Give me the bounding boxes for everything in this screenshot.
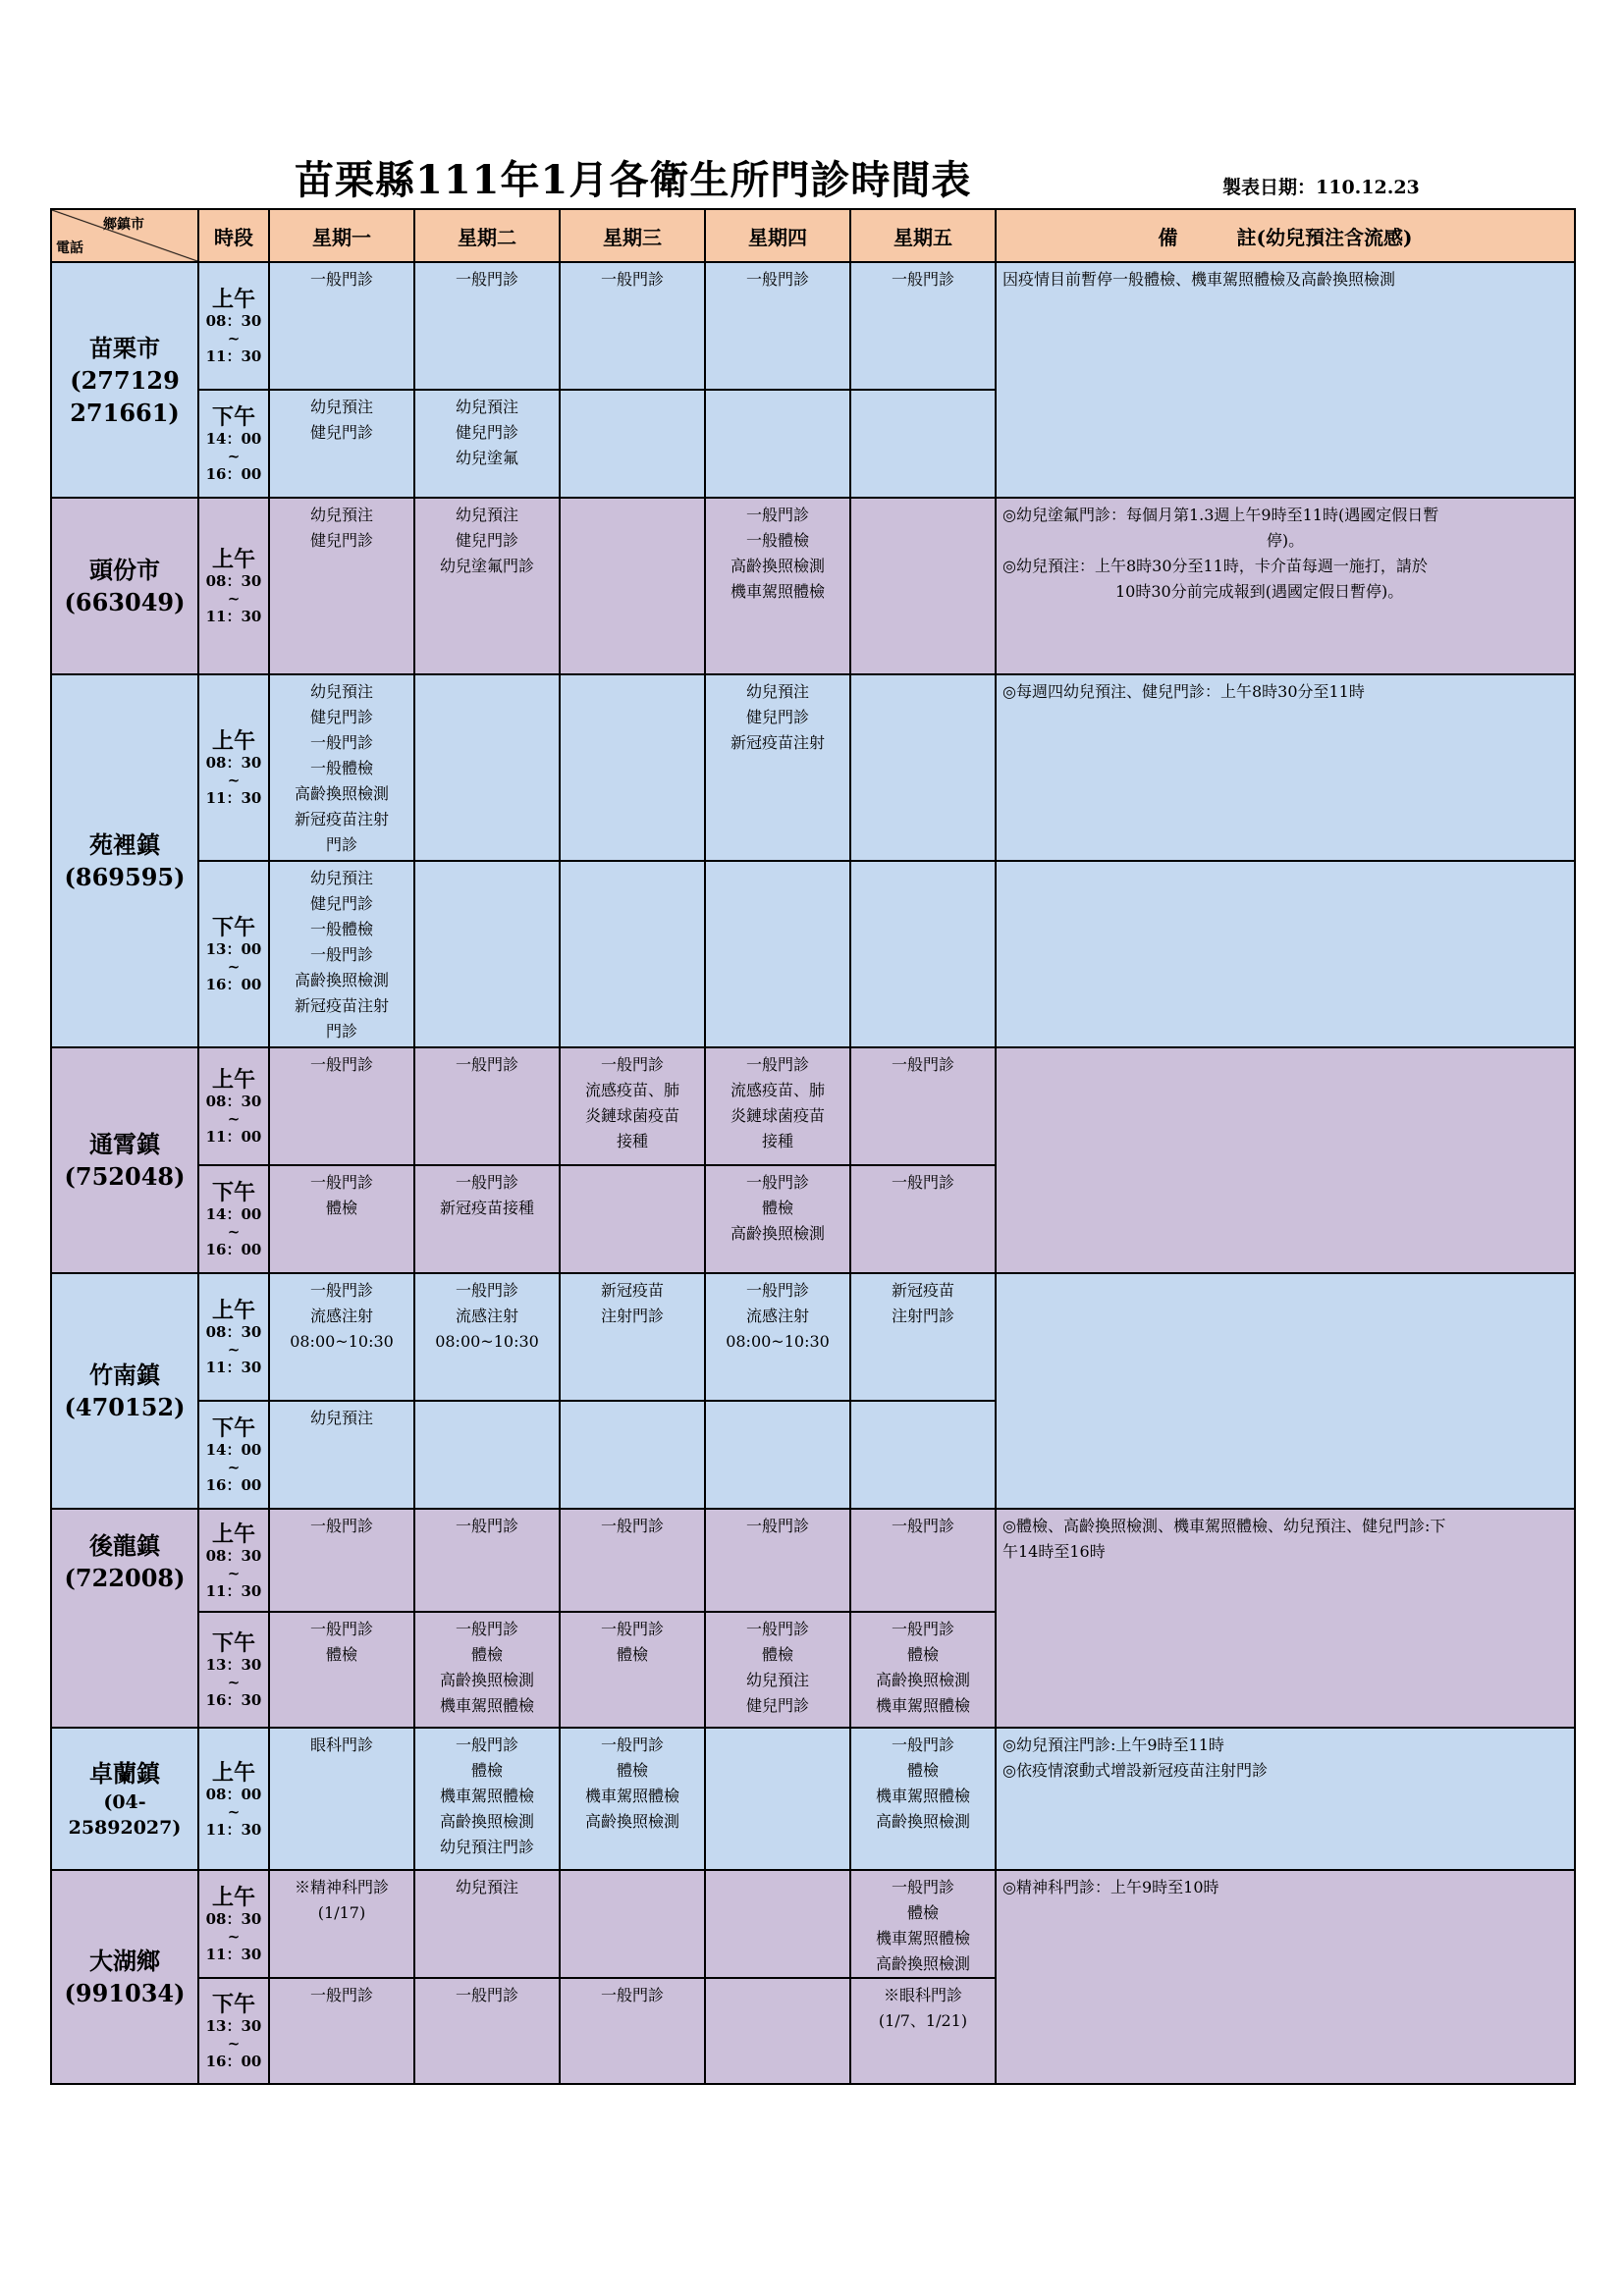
corner-town-label: 鄉鎮市 xyxy=(103,217,144,233)
cell-thu xyxy=(705,390,850,498)
cell-line: 一般門診 xyxy=(309,1281,373,1300)
cell-mon xyxy=(269,262,414,390)
cell-wed xyxy=(560,1273,705,1401)
cell-line: 一般門診 xyxy=(891,1173,954,1192)
cell-line: 體檢 xyxy=(906,1761,939,1780)
cell-line: 一般門診 xyxy=(309,270,373,289)
cell-line: 門診 xyxy=(325,1022,357,1041)
cell-tue xyxy=(414,1612,560,1728)
cell-line: 機車駕照體檢 xyxy=(439,1696,534,1715)
cell-tue xyxy=(414,390,560,498)
cell-line: 接種 xyxy=(616,1132,648,1150)
note-cell xyxy=(996,1870,1575,2084)
cell-fri xyxy=(850,674,996,861)
cell-line: 一般門診 xyxy=(455,1055,518,1074)
cell-wed xyxy=(560,1401,705,1509)
cell-mon xyxy=(269,390,414,498)
cell-mon xyxy=(269,861,414,1047)
cell-line: 一般門診 xyxy=(891,1735,954,1754)
cell-line: 一般體檢 xyxy=(745,531,809,550)
cell-line: 體檢 xyxy=(325,1645,357,1664)
note-cell: ◎幼兒塗氟門診：每個月第1.3週上午9時至11時(遇國定假日暫 停)。 ◎幼兒預注：上午8時30分至11時，卡介苗每週一施打，請於 10時30分前完成報到(遇國定假日暫停)。 xyxy=(996,498,1575,674)
cell-line: 高齡換照檢測 xyxy=(439,1812,534,1831)
cell-fri xyxy=(850,1401,996,1509)
cell-tue xyxy=(414,1509,560,1612)
cell-line: 幼兒預注 xyxy=(309,1409,373,1427)
cell-line: 一般門診 xyxy=(309,1986,373,2004)
cell-wed xyxy=(560,1047,705,1165)
header-wed: 星期三 xyxy=(560,209,705,262)
cell-mon xyxy=(269,1509,414,1612)
cell-line: 一般門診 xyxy=(455,1517,518,1535)
corner-phone-label: 電話 xyxy=(56,240,83,256)
note-cell xyxy=(996,1047,1575,1273)
cell-line: ※眼科門診 xyxy=(883,1986,962,2004)
period-am: 上午 08：30 ~ 11：30 xyxy=(198,498,269,674)
table-row xyxy=(51,1273,1575,1401)
cell-line: 一般門診 xyxy=(455,1281,518,1300)
header-mon: 星期一 xyxy=(269,209,414,262)
cell-line: 健兒門診 xyxy=(309,423,373,442)
cell-line: 機車駕照體檢 xyxy=(439,1787,534,1805)
cell-line: 一般門診 xyxy=(600,1735,664,1754)
cell-line: ◎精神科門診：上午9時至10時 xyxy=(1002,1878,1219,1896)
period-am: 上午 08：30 ~ 11：30 xyxy=(198,262,269,390)
cell-fri xyxy=(850,1978,996,2084)
cell-line: 健兒門診 xyxy=(309,531,373,550)
note-cell xyxy=(996,1273,1575,1509)
period-pm: 下午 14：00 ~ 16：00 xyxy=(198,1401,269,1509)
cell-tue xyxy=(414,1401,560,1509)
header-thu: 星期四 xyxy=(705,209,850,262)
town-zhuolan: 卓蘭鎮 (04-25892027) xyxy=(51,1728,198,1870)
header-note: 備 註(幼兒預注含流感) xyxy=(996,209,1575,262)
table-row xyxy=(51,674,1575,861)
cell-tue xyxy=(414,262,560,390)
cell-line: 體檢 xyxy=(906,1645,939,1664)
cell-line: 健兒門診 xyxy=(455,423,518,442)
cell-line: 高齡換照檢測 xyxy=(294,784,389,803)
cell-thu xyxy=(705,1612,850,1728)
cell-line: 健兒門診 xyxy=(745,708,809,726)
note-cell xyxy=(996,861,1575,1047)
cell-tue xyxy=(414,1978,560,2084)
cell-wed xyxy=(560,1728,705,1870)
period-am: 上午 08：30 ~ 11：30 xyxy=(198,674,269,861)
cell-line: 高齡換照檢測 xyxy=(584,1812,679,1831)
cell-fri xyxy=(850,1728,996,1870)
cell-line: 新冠疫苗注射 xyxy=(294,810,389,828)
cell-thu xyxy=(705,1509,850,1612)
header-row xyxy=(51,209,1575,262)
period-pm: 下午 14：00 ~ 16：00 xyxy=(198,390,269,498)
cell-line: 一般門診 xyxy=(309,733,373,752)
cell-line: 一般門診 xyxy=(745,1173,809,1192)
cell-line: 一般門診 xyxy=(745,1281,809,1300)
cell-line: 流感疫苗、肺 xyxy=(584,1081,679,1099)
cell-tue xyxy=(414,674,560,861)
cell-line: 一般門診 xyxy=(745,1620,809,1638)
cell-line: 一般體檢 xyxy=(309,920,373,938)
cell-line: 幼兒預注 xyxy=(309,398,373,416)
cell-line: 新冠疫苗接種 xyxy=(439,1199,534,1217)
cell-fri xyxy=(850,1047,996,1165)
town-dahu: 大湖鄉 (991034) xyxy=(51,1870,198,2084)
period-am: 上午 08：30 ~ 11：30 xyxy=(198,1509,269,1612)
cell-tue xyxy=(414,1047,560,1165)
cell-line: 門診 xyxy=(325,835,357,854)
cell-mon xyxy=(269,1047,414,1165)
cell-wed xyxy=(560,1165,705,1273)
header-fri: 星期五 xyxy=(850,209,996,262)
cell-thu xyxy=(705,1978,850,2084)
cell-line: 高齡換照檢測 xyxy=(875,1812,970,1831)
cell-line: 注射門診 xyxy=(600,1307,664,1325)
cell-line: 幼兒預注 xyxy=(309,869,373,887)
cell-line: 炎鏈球菌疫苗 xyxy=(584,1106,679,1125)
cell-line: 一般門診 xyxy=(891,270,954,289)
cell-mon xyxy=(269,498,414,674)
cell-thu xyxy=(705,1165,850,1273)
cell-thu xyxy=(705,1728,850,1870)
cell-tue xyxy=(414,1165,560,1273)
cell-line: 高齡換照檢測 xyxy=(875,1671,970,1689)
period-pm: 下午 13：30 ~ 16：00 xyxy=(198,1978,269,2084)
cell-line: 幼兒塗氟 xyxy=(455,449,518,467)
cell-line: 一般門診 xyxy=(745,1517,809,1535)
cell-thu xyxy=(705,498,850,674)
town-yuanli: 苑裡鎮 (869595) xyxy=(51,674,198,1047)
cell-line: 一般門診 xyxy=(745,270,809,289)
cell-wed xyxy=(560,390,705,498)
cell-mon xyxy=(269,1978,414,2084)
cell-line: 一般門診 xyxy=(600,1517,664,1535)
period-pm: 下午 13：30 ~ 16：30 xyxy=(198,1612,269,1728)
cell-line: 注射門診 xyxy=(891,1307,954,1325)
cell-line: (1/17) xyxy=(317,1903,366,1922)
cell-line: 流感注射 xyxy=(455,1307,518,1325)
cell-line: 體檢 xyxy=(761,1645,793,1664)
period-am: 上午 08：30 ~ 11：30 xyxy=(198,1273,269,1401)
cell-mon xyxy=(269,1728,414,1870)
cell-line: 幼兒預注門診 xyxy=(439,1838,534,1856)
cell-line: 一般門診 xyxy=(309,1173,373,1192)
cell-line: 接種 xyxy=(761,1132,793,1150)
cell-line: 幼兒預注 xyxy=(455,398,518,416)
cell-line: 新冠疫苗 xyxy=(600,1281,664,1300)
cell-line: 體檢 xyxy=(761,1199,793,1217)
cell-line: ◎每週四幼兒預注、健兒門診：上午8時30分至11時 xyxy=(1002,682,1365,701)
cell-line: 體檢 xyxy=(616,1645,648,1664)
town-zhunan: 竹南鎮 (470152) xyxy=(51,1273,198,1509)
cell-fri xyxy=(850,1612,996,1728)
table-row xyxy=(51,1728,1575,1870)
cell-line: 幼兒預注 xyxy=(309,506,373,524)
cell-line: 一般門診 xyxy=(745,1055,809,1074)
cell-line: 機車駕照體檢 xyxy=(875,1929,970,1948)
cell-tue xyxy=(414,1870,560,1978)
period-am: 上午 08：00 ~ 11：30 xyxy=(198,1728,269,1870)
cell-line: 健兒門診 xyxy=(309,894,373,913)
table-row xyxy=(51,1870,1575,1978)
cell-line: 一般體檢 xyxy=(309,759,373,777)
cell-line: 體檢 xyxy=(470,1761,503,1780)
cell-wed xyxy=(560,1509,705,1612)
cell-wed xyxy=(560,262,705,390)
cell-fri xyxy=(850,1870,996,1978)
cell-line: 幼兒預注 xyxy=(455,1878,518,1896)
cell-line: 高齡換照檢測 xyxy=(875,1954,970,1973)
cell-line: 高齡換照檢測 xyxy=(730,557,825,575)
note-cell xyxy=(996,262,1575,498)
cell-line: 健兒門診 xyxy=(455,531,518,550)
cell-line: 一般門診 xyxy=(600,1055,664,1074)
cell-line: 流感疫苗、肺 xyxy=(730,1081,825,1099)
cell-thu xyxy=(705,1401,850,1509)
cell-line: 體檢 xyxy=(616,1761,648,1780)
cell-line: 幼兒預注 xyxy=(745,1671,809,1689)
cell-line: 一般門診 xyxy=(745,506,809,524)
cell-line: 一般門診 xyxy=(455,1735,518,1754)
cell-line: 炎鏈球菌疫苗 xyxy=(730,1106,825,1125)
cell-thu xyxy=(705,861,850,1047)
cell-mon xyxy=(269,1870,414,1978)
cell-wed xyxy=(560,861,705,1047)
table-row xyxy=(51,861,1575,1047)
town-houlong: 後龍鎮 (722008) xyxy=(51,1509,198,1728)
cell-line: 機車駕照體檢 xyxy=(730,582,825,601)
cell-thu xyxy=(705,1047,850,1165)
cell-line: 一般門診 xyxy=(455,1173,518,1192)
cell-line: 08:00~10:30 xyxy=(435,1332,539,1351)
cell-line: 幼兒預注 xyxy=(309,682,373,701)
note-cell xyxy=(996,674,1575,861)
cell-mon xyxy=(269,1612,414,1728)
cell-line: 一般門診 xyxy=(600,1986,664,2004)
cell-mon xyxy=(269,674,414,861)
cell-line: 08:00~10:30 xyxy=(726,1332,830,1351)
cell-line: 一般門診 xyxy=(309,945,373,964)
cell-thu xyxy=(705,1870,850,1978)
note-cell: ◎體檢、高齡換照檢測、機車駕照體檢、幼兒預注、健兒門診:下 午14時至16時 xyxy=(996,1509,1575,1728)
cell-line: ◎幼兒預注門診:上午9時至11時 xyxy=(1002,1735,1224,1754)
cell-line: 機車駕照體檢 xyxy=(875,1696,970,1715)
table-row xyxy=(51,498,1575,674)
cell-tue xyxy=(414,498,560,674)
cell-tue xyxy=(414,861,560,1047)
cell-mon xyxy=(269,1273,414,1401)
cell-line: 幼兒預注 xyxy=(455,506,518,524)
cell-line: 一般門診 xyxy=(600,270,664,289)
cell-line: 一般門診 xyxy=(455,1986,518,2004)
clinic-schedule-table xyxy=(50,208,1576,2085)
page-title: 苗栗縣111年1月各衛生所門診時間表 xyxy=(295,157,972,203)
corner-header xyxy=(51,209,198,262)
cell-line: 一般門診 xyxy=(455,270,518,289)
cell-thu xyxy=(705,674,850,861)
cell-line: 一般門診 xyxy=(455,1620,518,1638)
cell-line: 一般門診 xyxy=(891,1055,954,1074)
cell-line: 一般門診 xyxy=(309,1517,373,1535)
cell-thu xyxy=(705,262,850,390)
cell-line: 一般門診 xyxy=(891,1878,954,1896)
cell-wed xyxy=(560,674,705,861)
cell-line: ◎依疫情滾動式增設新冠疫苗注射門診 xyxy=(1002,1761,1268,1780)
cell-fri xyxy=(850,861,996,1047)
cell-line: 高齡換照檢測 xyxy=(439,1671,534,1689)
cell-line: 體檢 xyxy=(906,1903,939,1922)
cell-line: 一般門診 xyxy=(600,1620,664,1638)
note-cell xyxy=(996,1728,1575,1870)
table-row xyxy=(51,1509,1575,1612)
cell-line: 幼兒塗氟門診 xyxy=(439,557,534,575)
cell-fri xyxy=(850,390,996,498)
period-am: 上午 08：30 ~ 11：00 xyxy=(198,1047,269,1165)
cell-mon xyxy=(269,1401,414,1509)
cell-mon xyxy=(269,1165,414,1273)
cell-line: 體檢 xyxy=(470,1645,503,1664)
cell-line: 健兒門診 xyxy=(309,708,373,726)
cell-line: 流感注射 xyxy=(309,1307,373,1325)
cell-fri xyxy=(850,498,996,674)
cell-line: 體檢 xyxy=(325,1199,357,1217)
cell-fri xyxy=(850,1509,996,1612)
table-row xyxy=(51,262,1575,390)
town-toufen: 頭份市 (663049) xyxy=(51,498,198,674)
cell-fri xyxy=(850,1165,996,1273)
cell-line: 機車駕照體檢 xyxy=(875,1787,970,1805)
cell-line: 新冠疫苗注射 xyxy=(730,733,825,752)
period-pm: 下午 13：00 ~ 16：00 xyxy=(198,861,269,1047)
cell-line: 機車駕照體檢 xyxy=(584,1787,679,1805)
cell-fri xyxy=(850,262,996,390)
table-row xyxy=(51,1047,1575,1165)
cell-line: ※精神科門診 xyxy=(294,1878,389,1896)
cell-wed xyxy=(560,1978,705,2084)
cell-line: 因疫情目前暫停一般體檢、機車駕照體檢及高齡換照檢測 xyxy=(1002,270,1396,289)
cell-wed xyxy=(560,498,705,674)
cell-tue xyxy=(414,1728,560,1870)
cell-thu xyxy=(705,1273,850,1401)
cell-wed xyxy=(560,1870,705,1978)
cell-line: 健兒門診 xyxy=(745,1696,809,1715)
town-tongxiao: 通霄鎮 (752048) xyxy=(51,1047,198,1273)
cell-line: 高齡換照檢測 xyxy=(294,971,389,989)
cell-line: 新冠疫苗 xyxy=(891,1281,954,1300)
cell-line: 08:00~10:30 xyxy=(290,1332,394,1351)
cell-line: (1/7、1/21) xyxy=(878,2011,968,2030)
cell-line: 幼兒預注 xyxy=(745,682,809,701)
period-am: 上午 08：30 ~ 11：30 xyxy=(198,1870,269,1978)
cell-line: 一般門診 xyxy=(891,1517,954,1535)
cell-line: 新冠疫苗注射 xyxy=(294,996,389,1015)
cell-line: 一般門診 xyxy=(309,1620,373,1638)
cell-fri xyxy=(850,1273,996,1401)
header-tue: 星期二 xyxy=(414,209,560,262)
period-pm: 下午 14：00 ~ 16：00 xyxy=(198,1165,269,1273)
cell-line: 流感注射 xyxy=(745,1307,809,1325)
header-period: 時段 xyxy=(198,209,269,262)
cell-line: 眼科門診 xyxy=(309,1735,373,1754)
cell-line: 一般門診 xyxy=(309,1055,373,1074)
town-miaoli: 苗栗市 (277129 271661) xyxy=(51,262,198,498)
cell-tue xyxy=(414,1273,560,1401)
cell-line: 一般門診 xyxy=(891,1620,954,1638)
cell-line: 高齡換照檢測 xyxy=(730,1224,825,1243)
cell-wed xyxy=(560,1612,705,1728)
made-date: 製表日期：110.12.23 xyxy=(1222,177,1420,198)
